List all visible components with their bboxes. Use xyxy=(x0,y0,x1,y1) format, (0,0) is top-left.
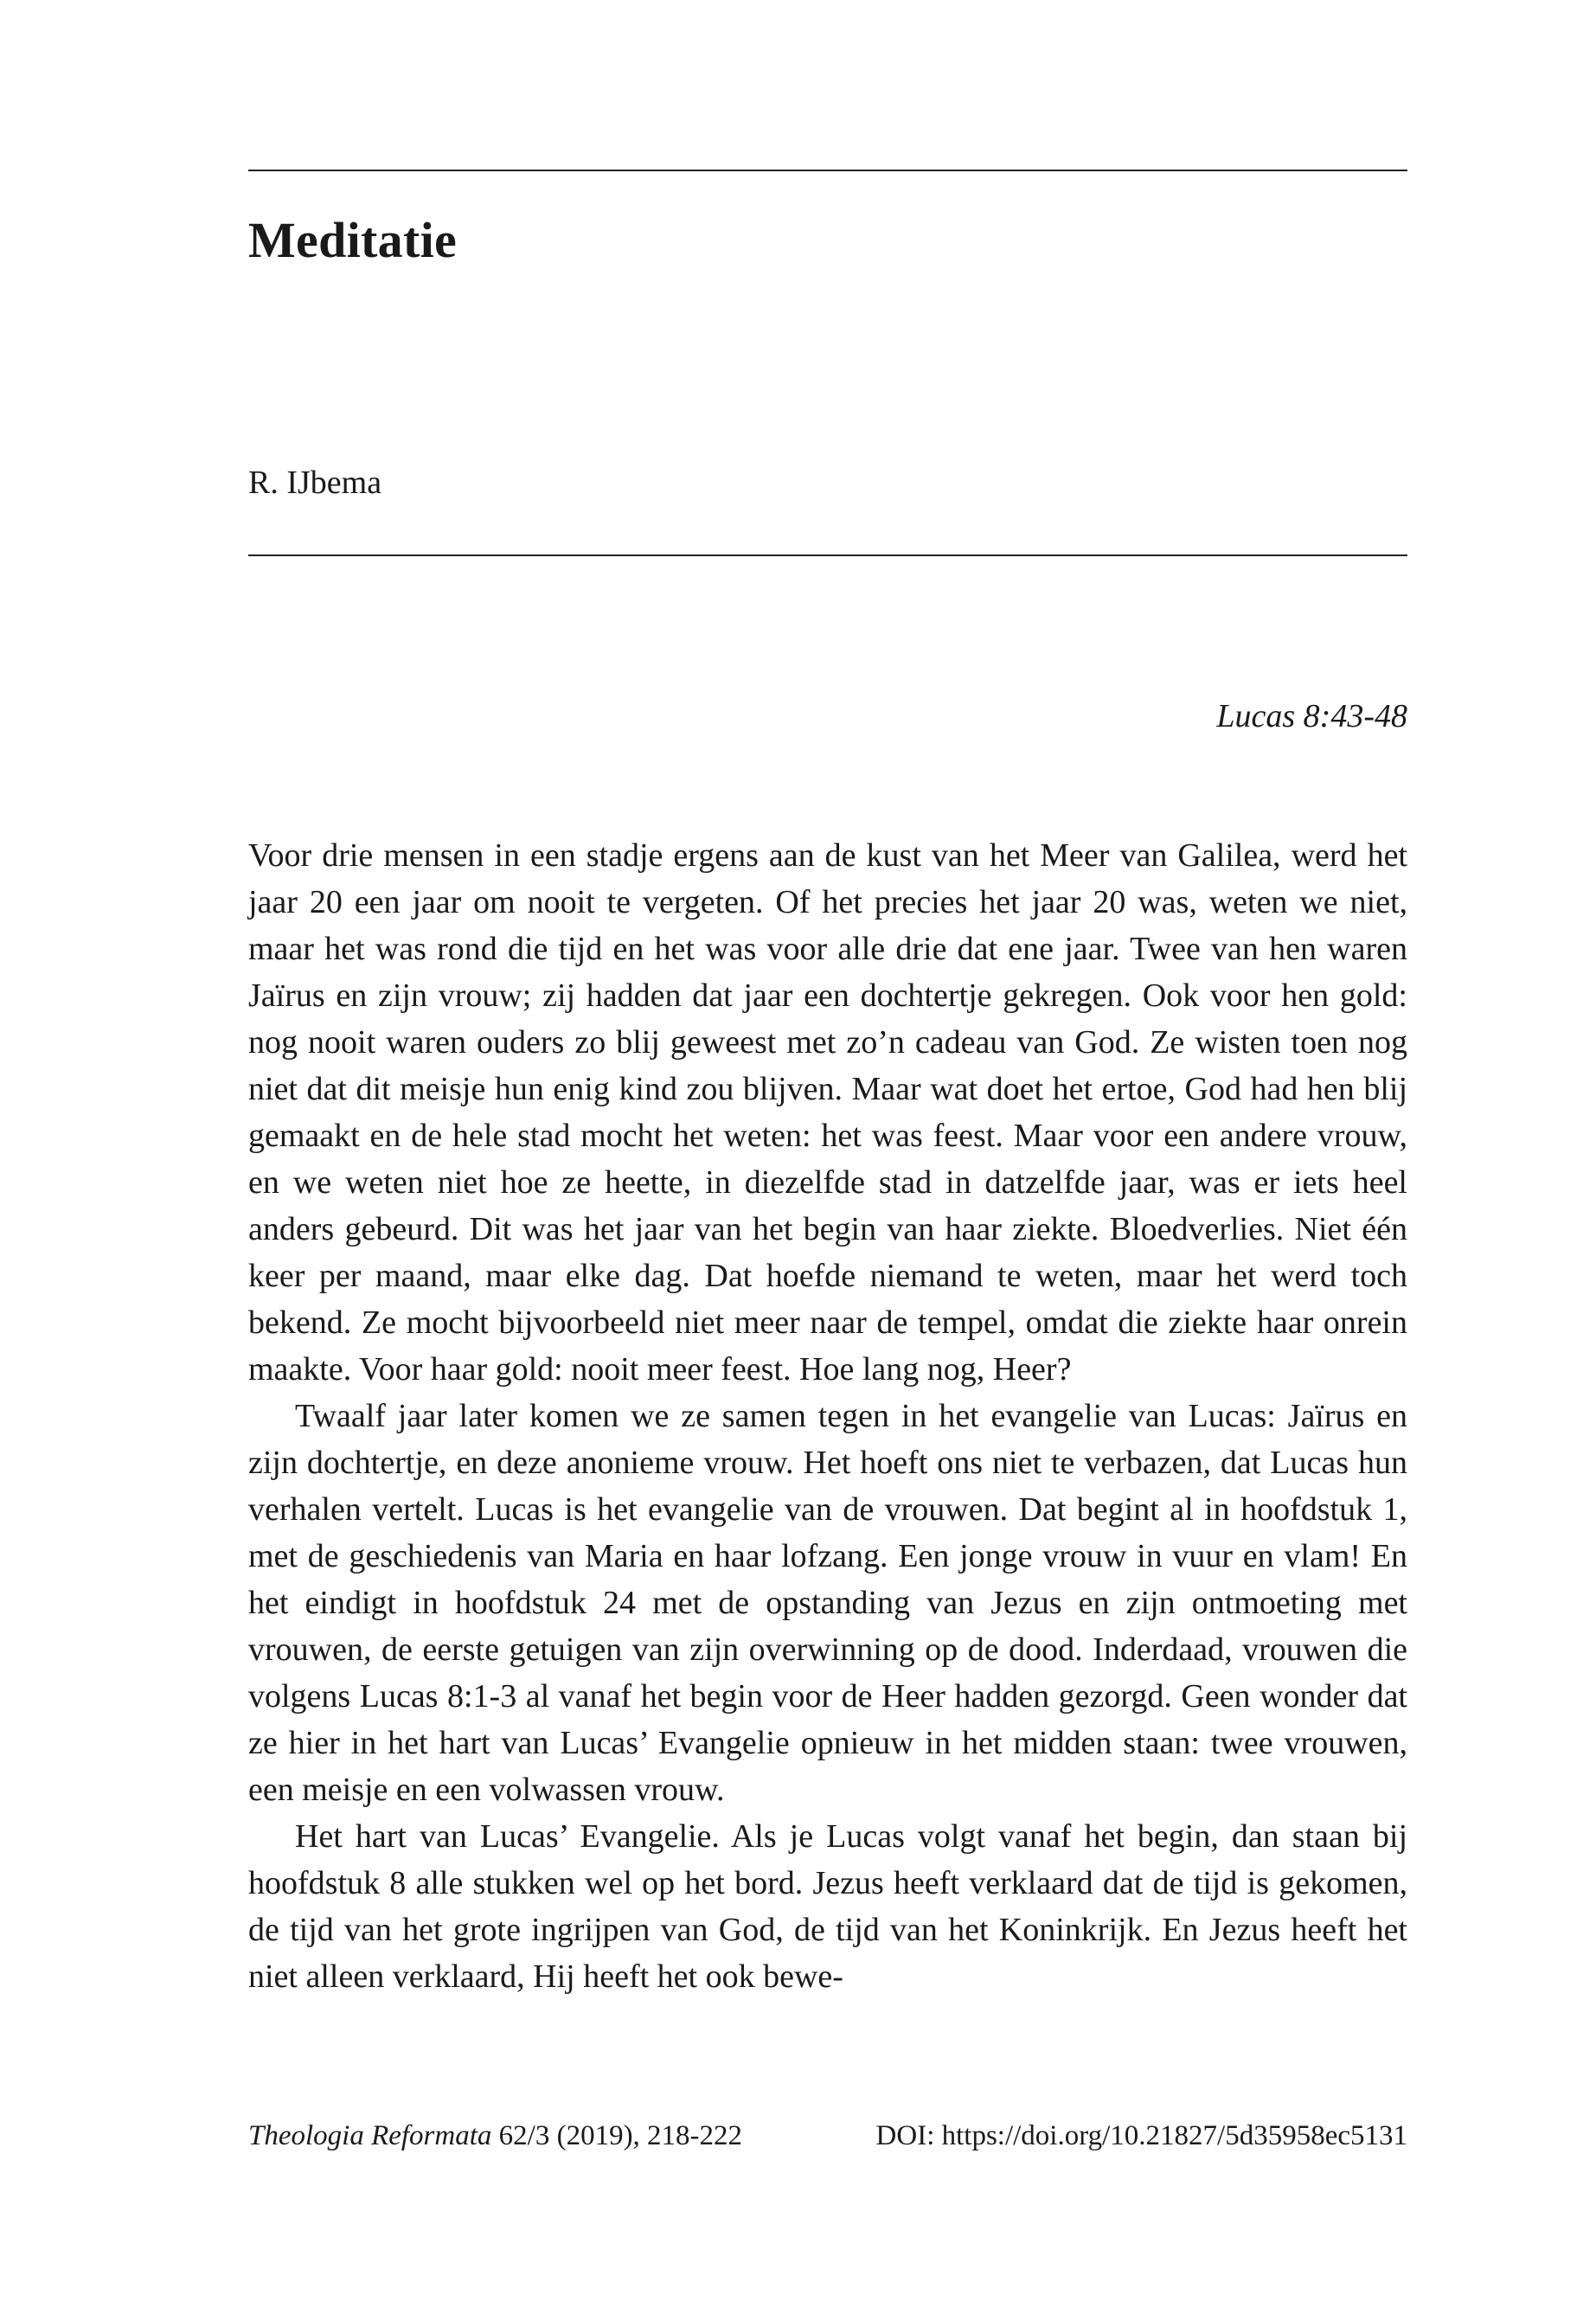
scripture-reference: Lucas 8:43-48 xyxy=(1216,698,1407,734)
page-footer xyxy=(248,2119,1407,2154)
page-title: Meditatie xyxy=(248,212,458,268)
header-bottom-rule xyxy=(248,554,1407,556)
journal-issue: 62/3 (2019), 218-222 xyxy=(491,2120,743,2151)
body-paragraph-1: Voor drie mensen in een stadje ergens aan de kust van het Meer van Galilea, werd het jaar 20 een jaar om nooit te vergeten. Of het precies het jaar 20 was, weten we niet, maar het was rond die tijd en het was voor alle drie dat ene jaar. Twee van hen waren Jaïrus en zijn vrouw; zij hadden dat jaar een dochtertje gekregen. Ook voor hen gold: nog nooit waren ouders zo blij geweest met zo’n cadeau van God. Ze wisten toen nog niet dat dit meisje hun enig kind zou blijven. Maar wat doet het ertoe, God had hen blij gemaakt en de hele stad mocht het weten: het was feest. Maar voor een andere vrouw, en we weten niet hoe ze heette, in diezelfde stad in datzelfde jaar, was er iets heel anders gebeurd. Dit was het jaar van het begin van haar ziekte. Bloedverlies. Niet één keer per maand, maar elke dag. Dat hoefde niemand te weten, maar het werd toch bekend. Ze mocht bijvoorbeeld niet meer naar de tempel, omdat die ziekte haar onrein maakte. Voor haar gold: nooit meer feest. Hoe lang nog, Heer? xyxy=(248,837,1407,1388)
doi-link[interactable]: DOI: https://doi.org/10.21827/5d35958ec5131 xyxy=(875,2120,1407,2151)
author-name: R. IJbema xyxy=(248,465,382,501)
top-rule xyxy=(248,170,1407,171)
article-body xyxy=(248,832,1407,2000)
body-paragraph-3: Het hart van Lucas’ Evangelie. Als je Lucas volgt vanaf het begin, dan staan bij hoofdstuk 8 alle stukken wel op het bord. Jezus heeft verklaard dat de tijd is gekomen, de tijd van het grote ingrijpen van God, de tijd van het Koninkrijk. En Jezus heeft het niet alleen verklaard, Hij heeft het ook bewe- xyxy=(248,1818,1407,1995)
footer-citation xyxy=(248,2119,742,2154)
journal-name: Theologia Reformata xyxy=(248,2120,492,2151)
body-paragraph-2: Twaalf jaar later komen we ze samen tegen in het evangelie van Lucas: Jaïrus en zijn dochtertje, en deze anonieme vrouw. Het hoeft ons niet te verbazen, dat Lucas hun verhalen vertelt. Lucas is het evangelie van de vrouwen. Dat begint al in hoofdstuk 1, met de geschiedenis van Maria en haar lofzang. Een jonge vrouw in vuur en vlam! En het eindigt in hoofdstuk 24 met de opstanding van Jezus en zijn ontmoeting met vrouwen, de eerste getuigen van zijn overwinning op de dood. Inderdaad, vrouwen die volgens Lucas 8:1-3 al vanaf het begin voor de Heer hadden gezorgd. Geen wonder dat ze hier in het hart van Lucas’ Evangelie opnieuw in het midden staan: twee vrouwen, een meisje en een volwassen vrouw. xyxy=(248,1398,1407,1808)
